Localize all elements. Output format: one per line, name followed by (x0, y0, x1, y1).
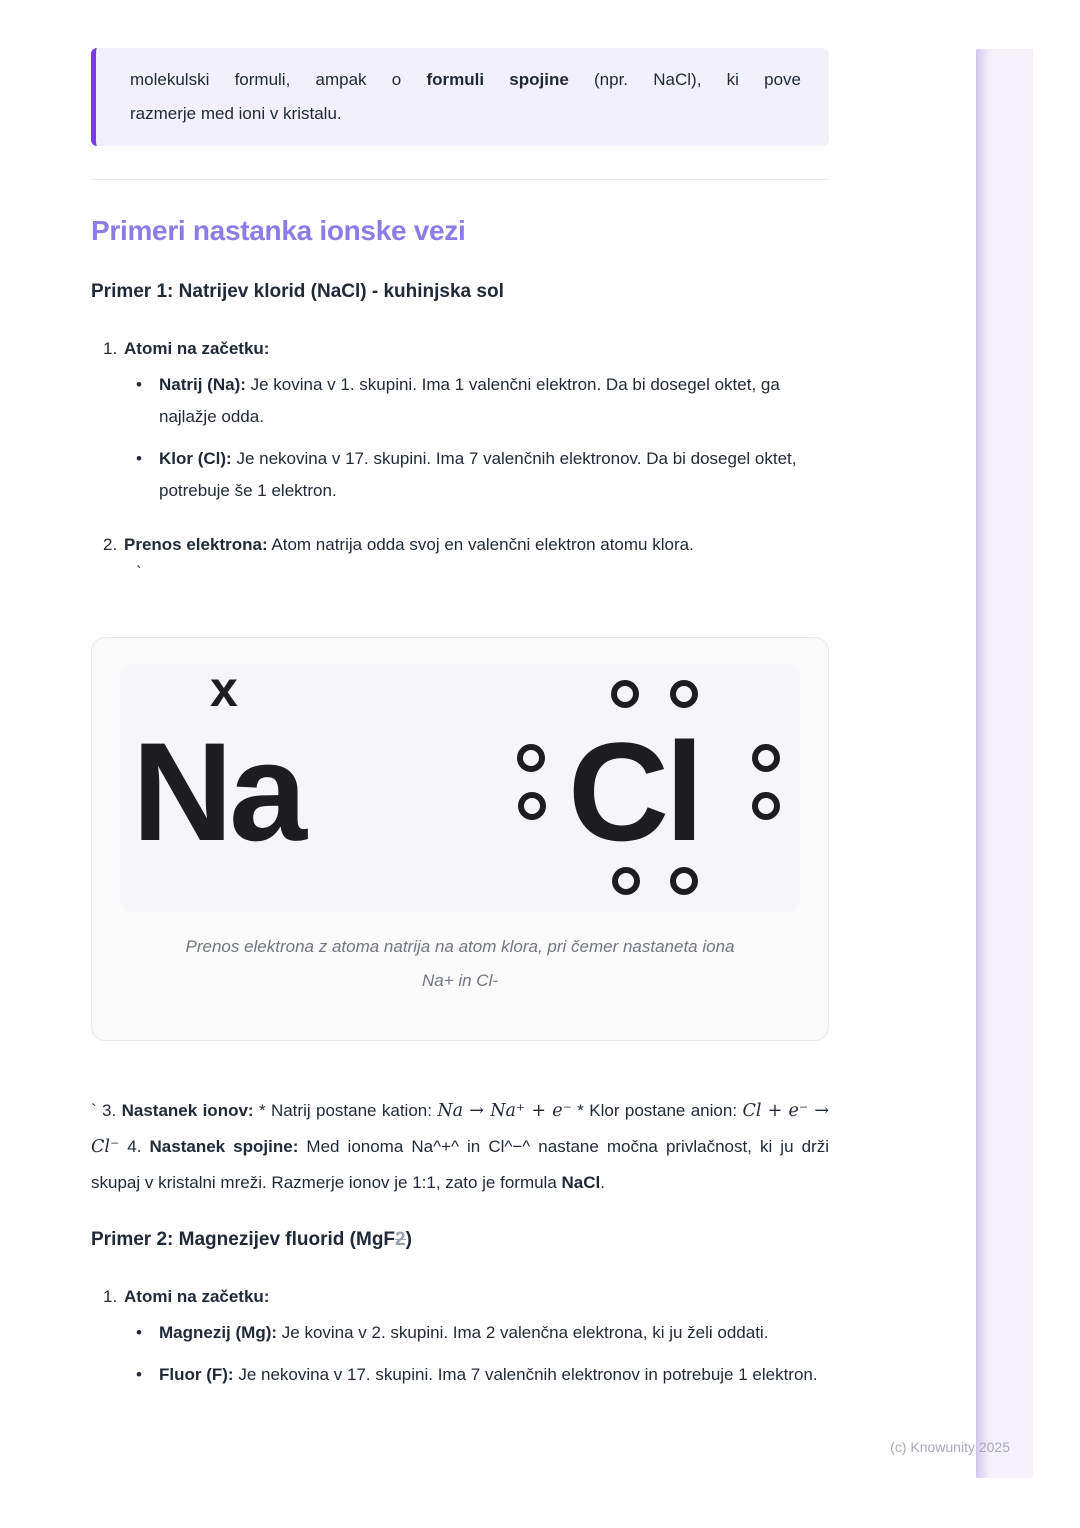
list-number: 2. (103, 535, 118, 554)
electron-dot-icon (611, 680, 639, 708)
example2-heading (91, 1227, 829, 1253)
electron-dot-icon (752, 744, 780, 772)
example2-heading-text: ) (405, 1229, 412, 1250)
valence-electron-mark: x (210, 661, 238, 717)
list-number: 1. (103, 1287, 118, 1306)
bullet-icon: • (136, 1365, 142, 1384)
page-edge-strip (976, 49, 1033, 1478)
sodium-atom-symbol: Na (132, 713, 303, 870)
steps-paragraph (91, 1093, 829, 1201)
example1-heading: Primer 1: Natrijev klorid (NaCl) - kuhinjska sol (91, 281, 504, 302)
bullet-icon: • (136, 1323, 142, 1342)
step-text: . (600, 1173, 605, 1192)
electron-dot-icon (670, 680, 698, 708)
callout-text: (npr. NaCl), ki pove (568, 70, 801, 89)
callout-line-2: razmerje med ioni v kristalu. (130, 104, 342, 123)
bullet-rest: Je nekovina v 17. skupini. Ima 7 valenčnih elektronov in potrebuje 1 elektron. (233, 1365, 818, 1384)
step-label: Nastanek spojine: (149, 1137, 299, 1156)
inline-equation: Cl + e⁻ → Cl⁻ (91, 1101, 829, 1157)
callout-bold-text: formuli spojine (426, 70, 569, 89)
electron-dot-icon (752, 792, 780, 820)
bullet-item (136, 1317, 829, 1349)
list-item (103, 1281, 829, 1313)
bullet-rest: Je kovina v 2. skupini. Ima 2 valenčna elektrona, ki ju želi oddati. (277, 1323, 769, 1342)
chlorine-atom-symbol: Cl (568, 713, 700, 870)
electron-dot-icon (612, 867, 640, 895)
step-text: Med ionoma Na^+^ in Cl^−^ nastane močna privlačnost, ki ju drži skupaj v kristalni mreži. Razmerje ionov je 1:1, zato je formula (91, 1137, 829, 1192)
lewis-structure-image (122, 661, 798, 910)
bullet-icon: • (136, 449, 142, 468)
list-item-rest: Atom natrija odda svoj en valenčni elektron atomu klora. (267, 535, 694, 554)
bullet-lead: Natrij (Na): (159, 375, 246, 394)
figure-caption (122, 930, 798, 998)
step-text: * Klor postane anion: (571, 1101, 743, 1120)
section-divider (91, 179, 829, 180)
list-number: 1. (103, 339, 118, 358)
bullet-text (159, 1317, 829, 1349)
list-item-label: Atomi na začetku: (124, 1287, 270, 1306)
bullet-lead: Fluor (F): (159, 1365, 234, 1384)
electron-dot-icon (517, 744, 545, 772)
bullet-list (136, 369, 829, 507)
lewis-structure-figure (91, 637, 829, 1041)
step-text: * Natrij postane kation: (253, 1101, 438, 1120)
callout-text: molekulski formuli, ampak o (130, 70, 427, 89)
figure-caption-line-2: Na+ in Cl- (421, 971, 499, 990)
formula-text: NaCl (561, 1173, 601, 1192)
bullet-item (136, 369, 829, 433)
bullet-lead: Klor (Cl): (159, 449, 232, 468)
figure-caption-line-1: Prenos elektrona z atoma natrija na atom klora, pri čemer nastaneta iona (185, 937, 735, 956)
step-text: 4. (119, 1137, 150, 1156)
step-label: Nastanek ionov: (121, 1101, 254, 1120)
bullet-rest: Je kovina v 1. skupini. Ima 1 valenčni elektron. Da bi dosegel oktet, ga najlažje odda. (159, 375, 780, 426)
example2-list (91, 1281, 829, 1391)
section-heading: Primeri nastanka ionske vezi (91, 215, 466, 246)
bullet-icon: • (136, 375, 142, 394)
callout-line-1 (130, 63, 801, 97)
bullet-text (159, 1359, 829, 1391)
bullet-rest: Je nekovina v 17. skupini. Ima 7 valenčnih elektronov. Da bi dosegel oktet, potrebuje še 1 elektron. (159, 449, 797, 500)
document-content (91, 0, 829, 1391)
list-item-label: Atomi na začetku: (124, 339, 270, 358)
note-callout (91, 48, 829, 146)
list-item-text (124, 529, 829, 561)
stray-backtick: ` (136, 563, 142, 582)
example1-list (91, 333, 829, 585)
bullet-item (136, 1359, 829, 1391)
bullet-list (136, 1317, 829, 1391)
list-item (103, 529, 829, 561)
strikethrough-subscript: 2 (395, 1229, 406, 1250)
bullet-text (159, 369, 829, 433)
bullet-item (136, 443, 829, 507)
electron-dot-icon (670, 867, 698, 895)
electron-dot-icon (518, 792, 546, 820)
list-item-lead: Prenos elektrona: (124, 535, 268, 554)
list-item (103, 333, 829, 365)
bullet-lead: Magnezij (Mg): (159, 1323, 278, 1342)
step-text: ` 3. (91, 1101, 122, 1120)
example2-heading-text: Primer 2: Magnezijev fluorid (MgF (91, 1229, 396, 1250)
inline-equation: Na → Na⁺ + e⁻ (437, 1101, 572, 1121)
copyright-watermark: (c) Knowunity 2025 (890, 1439, 1010, 1455)
bullet-text (159, 443, 829, 507)
